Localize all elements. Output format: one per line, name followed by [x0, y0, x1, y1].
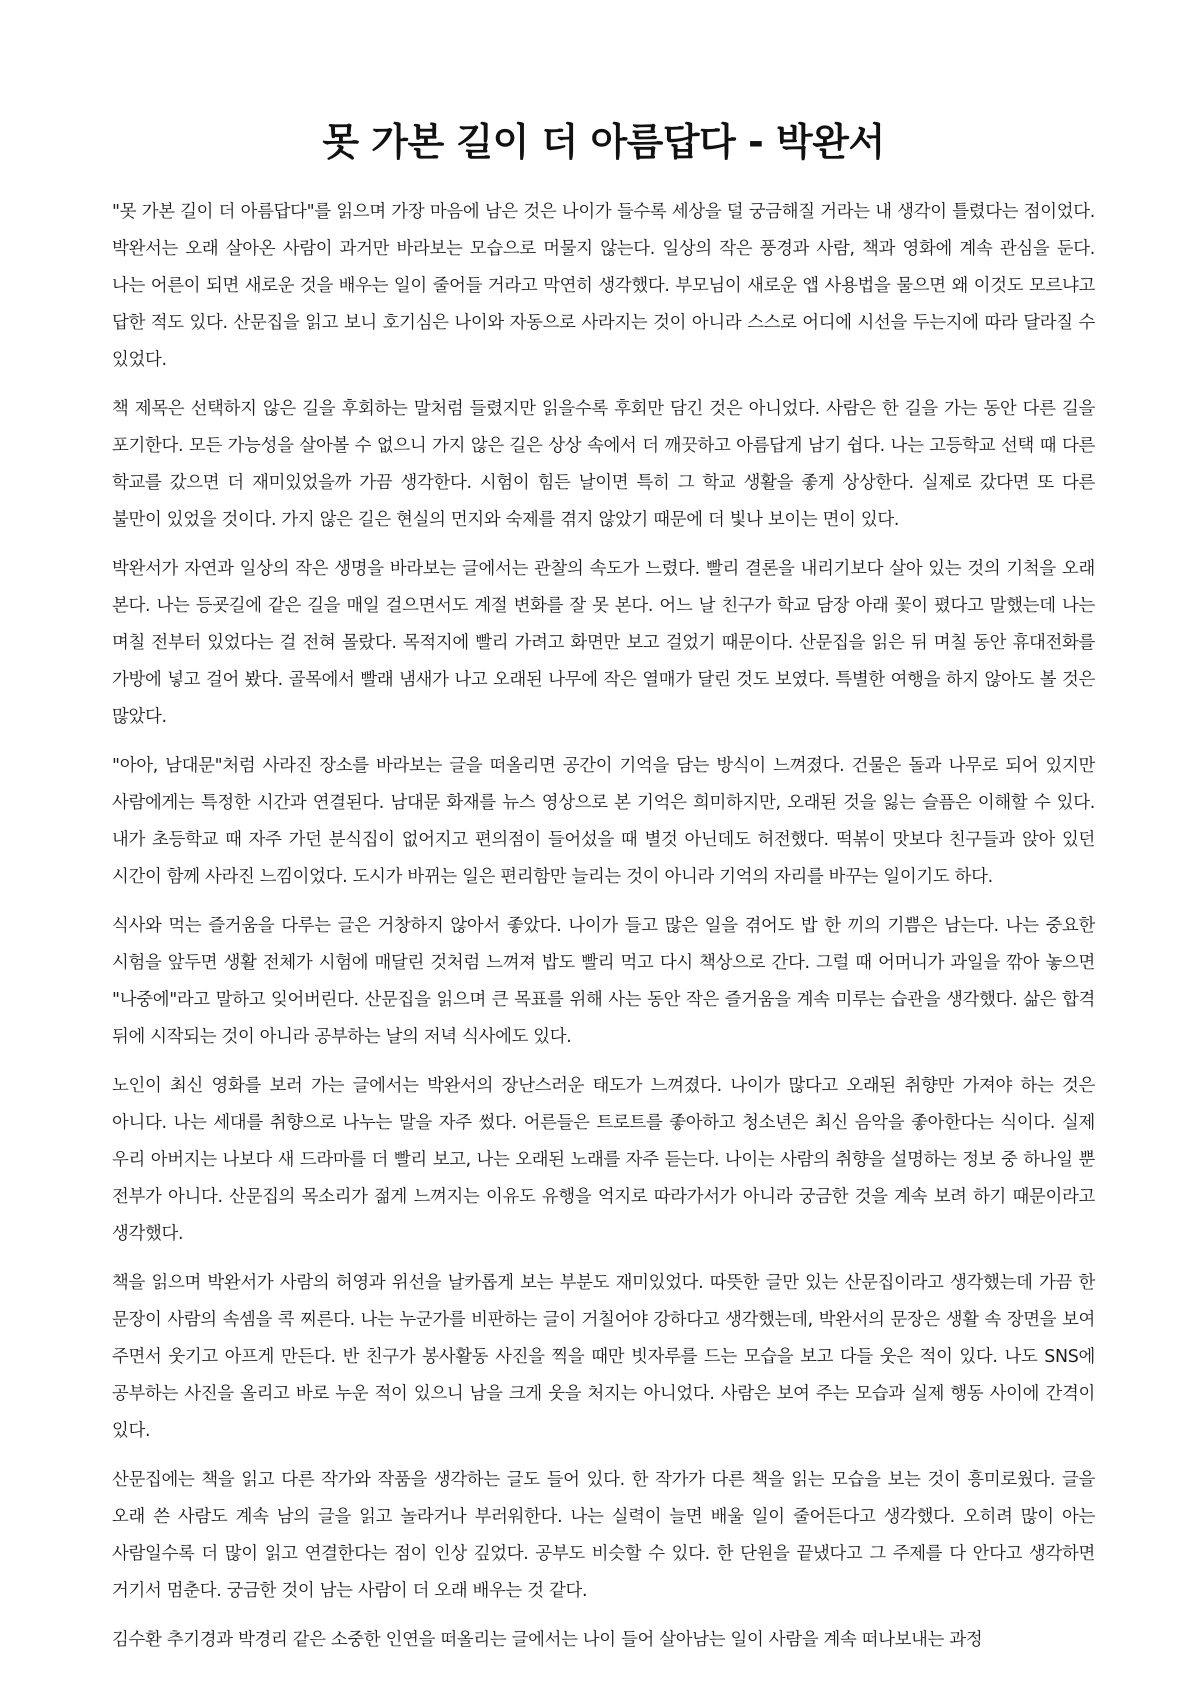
- paragraph-8: 산문집에는 책을 읽고 다른 작가와 작품을 생각하는 글도 들어 있다. 한 작가가 다른 책을 읽는 모습을 보는 것이 흥미로웠다. 글을 오래 쓴 사람도 계속 남의 글을 읽고 놀라거나 부러워한다. 나는 실력이 늘면 배울 일이 줄어든다고 생각했다. 오히려 많이 아는 사람일수록 더 많이 읽고 연결한다는 점이 인상 깊었다. 공부도 비슷할 수 있다. 한 단원을 끝냈다고 그 주제를 다 안다고 생각하면 거기서 멈춘다. 궁금한 것이 남는 사람이 더 오래 배우는 것 같다.: [112, 1470, 1095, 1601]
- paragraph-2: 책 제목은 선택하지 않은 길을 후회하는 말처럼 들렸지만 읽을수록 후회만 담긴 것은 아니었다. 사람은 한 길을 가는 동안 다른 길을 포기한다. 모든 가능성을 살아볼 수 없으니 가지 않은 길은 상상 속에서 더 깨끗하고 아름답게 남기 쉽다. 나는 고등학교 선택 때 다른 학교를 갔으면 더 재미있었을까 가끔 생각한다. 시험이 힘든 날이면 특히 그 학교 생활을 좋게 상상한다. 실제로 갔다면 또 다른 불만이 있었을 것이다. 가지 않은 길은 현실의 먼지와 숙제를 겪지 않았기 때문에 더 빛나 보이는 면이 있다.: [112, 399, 1095, 530]
- paragraph-7: 책을 읽으며 박완서가 사람의 허영과 위선을 날카롭게 보는 부분도 재미있었다. 따뜻한 글만 있는 산문집이라고 생각했는데 가끔 한 문장이 사람의 속셈을 콕 찌른다. 나는 누군가를 비판하는 글이 거칠어야 강하다고 생각했는데, 박완서의 문장은 생활 속 장면을 보여 주면서 웃기고 아프게 만든다. 반 친구가 봉사활동 사진을 찍을 때만 빗자루를 드는 모습을 보고 다들 웃은 적이 있다. 나도 SNS에 공부하는 사진을 올리고 바로 누운 적이 있으니 남을 크게 웃을 처지는 아니었다. 사람은 보여 주는 모습과 실제 행동 사이에 간격이 있다.: [112, 1273, 1095, 1441]
- paragraph-5: 식사와 먹는 즐거움을 다루는 글은 거창하지 않아서 좋았다. 나이가 들고 많은 일을 겪어도 밥 한 끼의 기쁨은 남는다. 나는 중요한 시험을 앞두면 생활 전체가 시험에 매달린 것처럼 느껴져 밥도 빨리 먹고 다시 책상으로 간다. 그럴 때 어머니가 과일을 깎아 놓으면 "나중에"라고 말하고 잊어버린다. 산문집을 읽으며 큰 목표를 위해 사는 동안 작은 즐거움을 계속 미루는 습관을 생각했다. 삶은 합격 뒤에 시작되는 것이 아니라 공부하는 날의 저녁 식사에도 있다.: [112, 916, 1095, 1047]
- document-body: [112, 194, 1095, 1659]
- document-title: 못 가본 길이 더 아름답다 - 박완서: [322, 120, 885, 164]
- paragraph-4: "아아, 남대문"처럼 사라진 장소를 바라보는 글을 떠올리면 공간이 기억을 담는 방식이 느껴졌다. 건물은 돌과 나무로 되어 있지만 사람에게는 특정한 시간과 연결된다. 남대문 화재를 뉴스 영상으로 본 기억은 희미하지만, 오래된 것을 잃는 슬픔은 이해할 수 있다. 내가 초등학교 때 자주 가던 분식집이 없어지고 편의점이 들어섰을 때 별것 아닌데도 허전했다. 떡볶이 맛보다 친구들과 앉아 있던 시간이 함께 사라진 느낌이었다. 도시가 바뀌는 일은 편리함만 늘리는 것이 아니라 기억의 자리를 바꾸는 일이기도 하다.: [112, 756, 1095, 887]
- paragraph-6: 노인이 최신 영화를 보러 가는 글에서는 박완서의 장난스러운 태도가 느껴졌다. 나이가 많다고 오래된 취향만 가져야 하는 것은 아니다. 나는 세대를 취향으로 나누는 말을 자주 썼다. 어른들은 트로트를 좋아하고 청소년은 최신 음악을 좋아한다는 식이다. 실제 우리 아버지는 나보다 새 드라마를 더 빨리 보고, 나는 오래된 노래를 자주 듣는다. 나이는 사람의 취향을 설명하는 정보 중 하나일 뿐 전부가 아니다. 산문집의 목소리가 젊게 느껴지는 이유도 유행을 억지로 따라가서가 아니라 궁금한 것을 계속 보려 하기 때문이라고 생각했다.: [112, 1076, 1095, 1244]
- paragraph-1: "못 가본 길이 더 아름답다"를 읽으며 가장 마음에 남은 것은 나이가 들수록 세상을 덜 궁금해질 거라는 내 생각이 틀렸다는 점이었다. 박완서는 오래 살아온 사람이 과거만 바라보는 모습으로 머물지 않는다. 일상의 작은 풍경과 사람, 책과 영화에 계속 관심을 둔다. 나는 어른이 되면 새로운 것을 배우는 일이 줄어들 거라고 막연히 생각했다. 부모님이 새로운 앱 사용법을 물으면 왜 이것도 모르냐고 답한 적도 있다. 산문집을 읽고 보니 호기심은 나이와 자동으로 사라지는 것이 아니라 스스로 어디에 시선을 두는지에 따라 달라질 수 있었다.: [112, 202, 1095, 370]
- paragraph-3: 박완서가 자연과 일상의 작은 생명을 바라보는 글에서는 관찰의 속도가 느렸다. 빨리 결론을 내리기보다 살아 있는 것의 기척을 오래 본다. 나는 등굣길에 같은 길을 매일 걸으면서도 계절 변화를 잘 못 본다. 어느 날 친구가 학교 담장 아래 꽃이 폈다고 말했는데 나는 며칠 전부터 있었다는 걸 전혀 몰랐다. 목적지에 빨리 가려고 화면만 보고 걸었기 때문이다. 산문집을 읽은 뒤 며칠 동안 휴대전화를 가방에 넣고 걸어 봤다. 골목에서 빨래 냄새가 나고 오래된 나무에 작은 열매가 달린 것도 보였다. 특별한 여행을 하지 않아도 볼 것은 많았다.: [112, 559, 1095, 727]
- paragraph-9: 김수환 추기경과 박경리 같은 소중한 인연을 떠올리는 글에서는 나이 들어 살아남는 일이 사람을 계속 떠나보내는 과정: [112, 1630, 983, 1650]
